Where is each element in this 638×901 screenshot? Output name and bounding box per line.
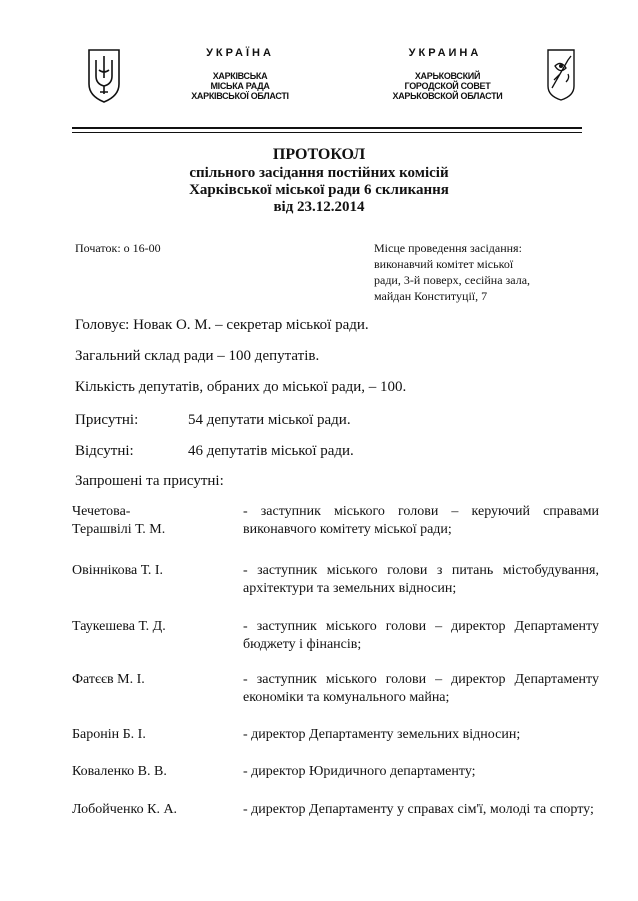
invitee-name: Таукешева Т. Д. — [72, 619, 166, 634]
document-subtitle-line2: Харківської міської ради 6 скликання — [189, 182, 449, 198]
invitee-role: - заступник міського голови – директор Департаменту бюджету і фінансів; — [243, 619, 599, 652]
chair-line: Головує: Новак О. М. – секретар міської ради. — [75, 317, 369, 333]
left-org-name: ХАРКІВСЬКА МІСЬКА РАДА ХАРКІВСЬКОЇ ОБЛАСТІ — [191, 71, 289, 101]
elected-deputies-line: Кількість депутатів, обраних до міської ради, – 100. — [75, 379, 407, 395]
absent-value: 46 депутатів міської ради. — [188, 443, 354, 459]
invitee-role: - заступник міського голови – директор Департаменту економіки та комунального майна; — [243, 672, 599, 705]
present-label: Присутні: — [75, 412, 139, 428]
meeting-place: Місце проведення засідання: виконавчий комітет міської ради, 3-й поверх, сесійна зала, майдан Конституції, 7 — [374, 241, 531, 303]
invitee-name: Коваленко В. В. — [72, 764, 167, 779]
invitee-role: - заступник міського голови з питань містобудування, архітектури та земельних відносин; — [243, 563, 599, 596]
absent-label: Відсутні: — [75, 443, 134, 459]
left-country-label: УКРАЇНА — [206, 47, 274, 59]
invitee-role: - директор Юридичного департаменту; — [243, 764, 476, 779]
invitee-name: Лобойченко К. А. — [72, 802, 178, 817]
kharkiv-coat-of-arms-icon — [546, 48, 576, 102]
right-country-label: УКРАИНА — [408, 47, 482, 59]
invitee-role: - директор Департаменту у справах сім'ї, молоді та спорту; — [243, 802, 594, 817]
trident-coat-of-arms-icon — [86, 48, 122, 104]
document-subtitle-line1: спільного засідання постійних комісій — [189, 165, 449, 181]
invitee-name: Фатєєв М. І. — [72, 672, 145, 687]
document-date: від 23.12.2014 — [273, 199, 365, 215]
total-deputies-line: Загальний склад ради – 100 депутатів. — [75, 348, 320, 364]
invitee-role: - заступник міського голови – керуючий справами виконавчого комітету міської ради; — [243, 504, 599, 537]
header-rule-thin — [72, 132, 582, 133]
header-rule-thick — [72, 127, 582, 129]
invitee-name: Чечетова- Терашвілі Т. М. — [72, 504, 166, 537]
invitee-name: Овіннікова Т. І. — [72, 563, 164, 578]
right-org-name: ХАРЬКОВСКИЙ ГОРОДСКОЙ СОВЕТ ХАРЬКОВСКОЙ ОБЛАСТИ — [392, 71, 503, 101]
invitee-role: - директор Департаменту земельних відносин; — [243, 727, 521, 742]
present-value: 54 депутати міської ради. — [188, 412, 351, 428]
meeting-start-time: Початок: о 16-00 — [75, 241, 161, 255]
invited-heading: Запрошені та присутні: — [75, 473, 224, 489]
invitee-name: Баронін Б. І. — [72, 727, 146, 742]
document-title: ПРОТОКОЛ — [272, 146, 366, 163]
